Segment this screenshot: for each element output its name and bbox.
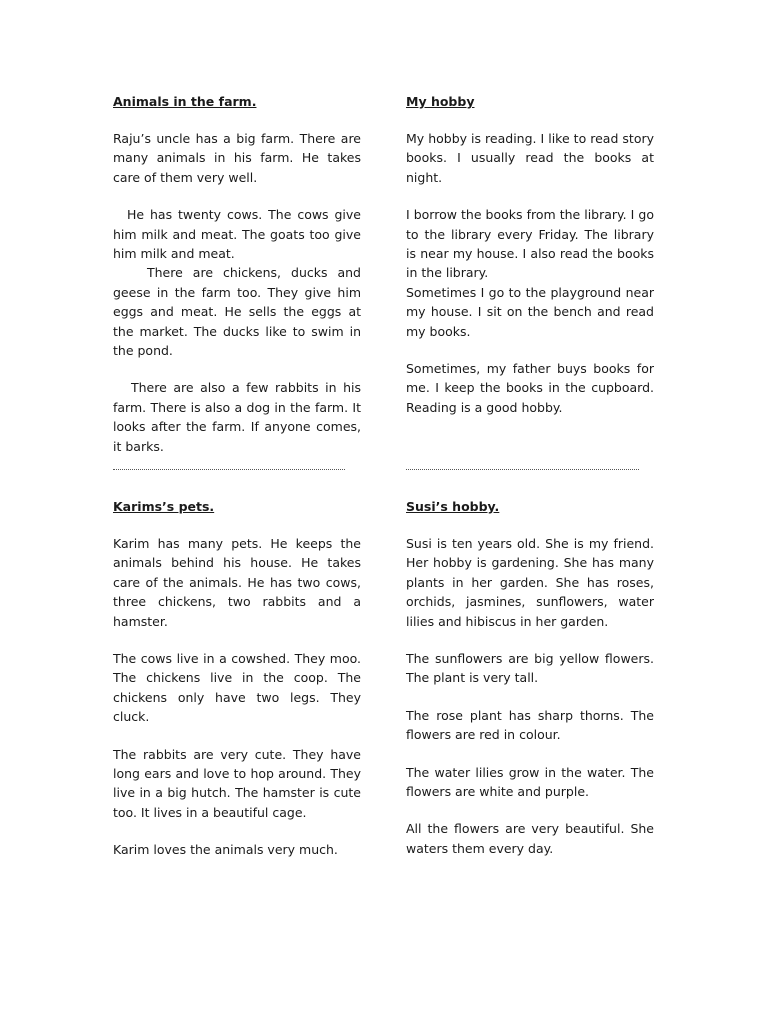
dotted-separator — [406, 461, 639, 470]
story-title: Karims’s pets. — [113, 499, 215, 514]
story-paragraph: He has twenty cows. The cows give him milk and meat. The goats too give him milk and meat. — [113, 207, 361, 262]
story-paragraph: The sunflowers are big yellow flowers. The plant is very tall. — [406, 651, 654, 686]
story-paragraph: I borrow the books from the library. I go to the library every Friday. The library is near my house. I also read the books in the library. — [406, 207, 654, 281]
story-paragraph: All the flowers are very beautiful. She waters them every day. — [406, 821, 654, 856]
story-paragraph: The cows live in a cowshed. They moo. The chickens live in the coop. The chickens only have two legs. They cluck. — [113, 651, 361, 725]
story-paragraph: The rabbits are very cute. They have long ears and love to hop around. They live in a big hutch. The hamster is cute too. It lives in a beautiful cage. — [113, 746, 361, 820]
story-title: My hobby — [406, 94, 475, 109]
story-karims-pets — [113, 497, 361, 878]
story-my-hobby — [406, 92, 654, 435]
story-animals-in-the-farm — [113, 92, 361, 474]
story-paragraph: The rose plant has sharp thorns. The flowers are red in colour. — [406, 707, 654, 743]
story-paragraph: There are chickens, ducks and geese in the farm too. They give him eggs and meat. He sells the eggs at the market. The ducks like to swim in the pond. — [113, 265, 361, 359]
story-paragraph: My hobby is reading. I like to read story books. I usually read the books at night. — [406, 131, 654, 185]
story-paragraph: Sometimes, my father buys books for me. I keep the books in the cupboard. Reading is a good hobby. — [406, 361, 654, 415]
story-title: Animals in the farm. — [113, 94, 257, 109]
story-paragraph: The water lilies grow in the water. The flowers are white and purple. — [406, 764, 654, 800]
story-paragraph: Karim has many pets. He keeps the animals behind his house. He takes care of the animals. He has two cows, three chickens, two rabbits and a hamster. — [113, 536, 361, 629]
story-paragraph: There are also a few rabbits in his farm. There is also a dog in the farm. It looks after the farm. If anyone comes, it barks. — [113, 380, 361, 454]
story-paragraph: Raju’s uncle has a big farm. There are many animals in his farm. He takes care of them very well. — [113, 131, 361, 185]
dotted-separator — [113, 461, 345, 470]
story-title: Susi’s hobby. — [406, 499, 500, 514]
story-paragraph: Sometimes I go to the playground near my house. I sit on the bench and read my books. — [406, 284, 654, 339]
story-susis-hobby — [406, 497, 654, 876]
story-paragraph: Karim loves the animals very much. — [113, 842, 338, 858]
story-paragraph: Susi is ten years old. She is my friend. Her hobby is gardening. She has many plants in her garden. She has roses, orchids, jasmines, sunflowers, water lilies and hibiscus in her garden. — [406, 536, 654, 629]
